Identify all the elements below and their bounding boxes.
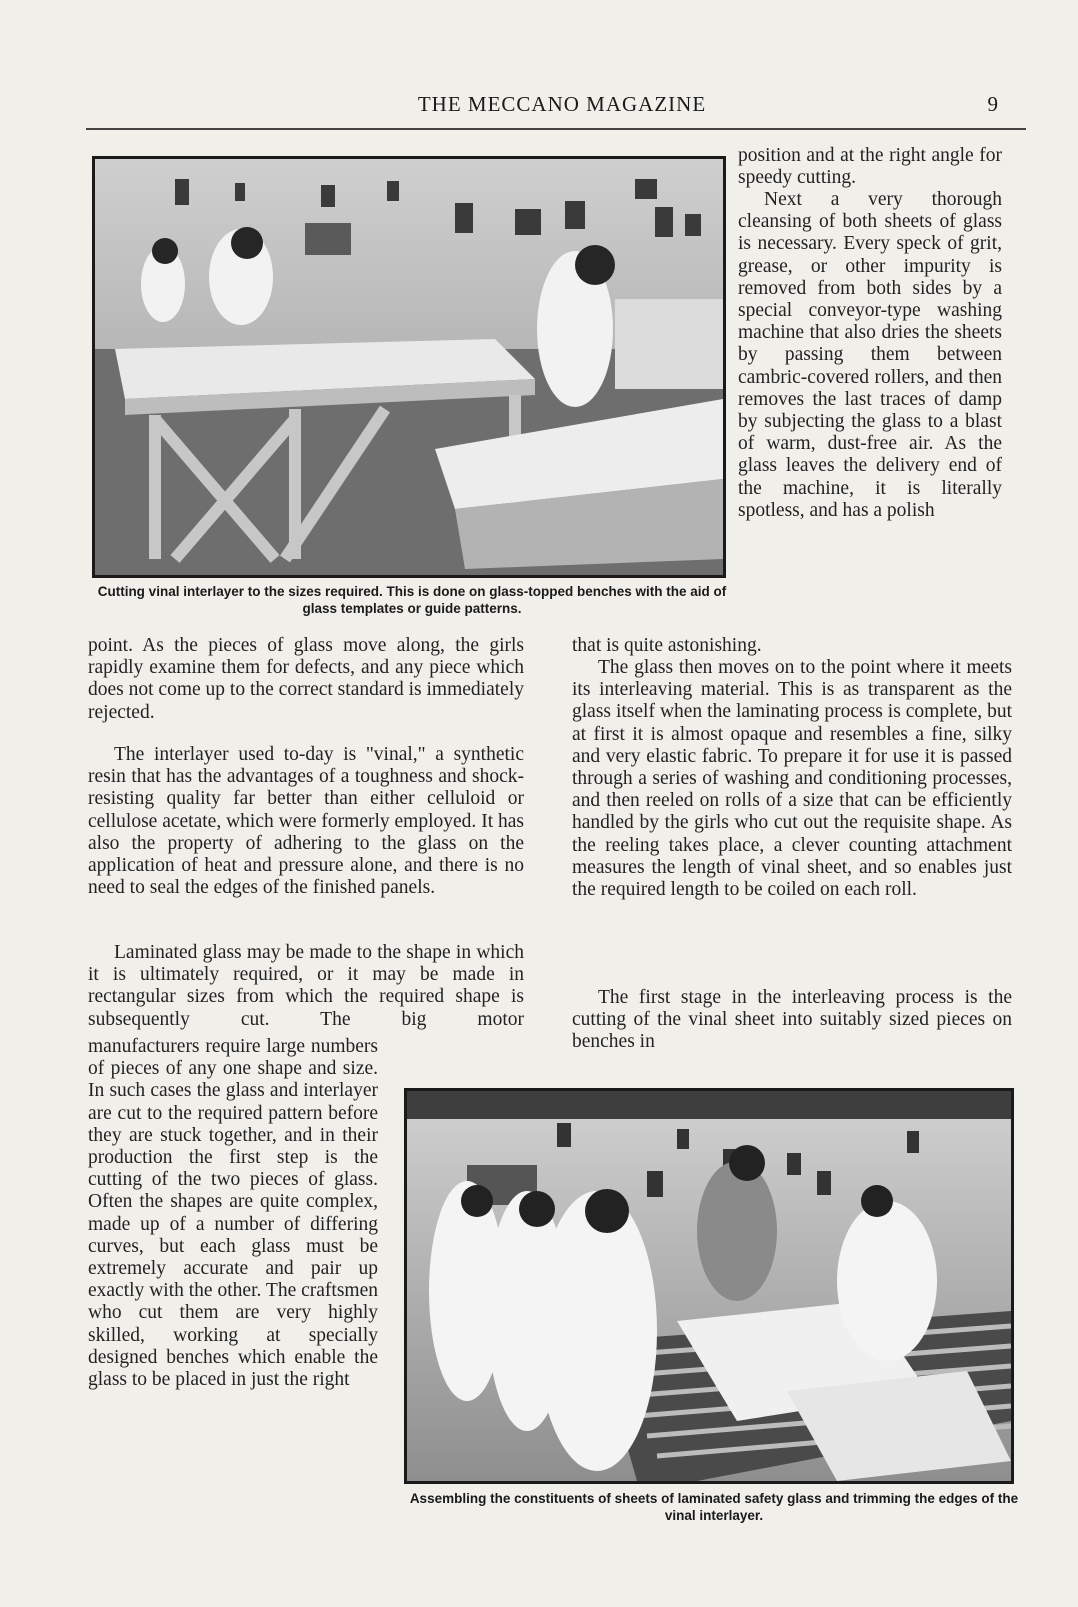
photograph-assembly-conveyor-icon	[407, 1091, 1011, 1481]
cutting-benches-photo	[92, 156, 726, 578]
page-header	[86, 92, 1026, 132]
right-column-paragraph: Next a very thorough cleansing of both sheets of glass is necessary. Every speck of grit, grease, or other impurity is removed from both sides by a special conveyor-type washing machine that also dries the sheets by passing them between cambric-covered rollers, and then removes the last traces of damp by subjecting the glass to a blast of warm, dust-free air. As the glass leaves the delivery end of the machine, it is literally spotless, and has a polish	[738, 189, 1002, 521]
magazine-title: THE MECCANO MAGAZINE	[417, 92, 707, 116]
right-column-paragraph: The glass then moves on to the point where it meets its interleaving material. This is as transparent as the glass itself when the laminating process is complete, but at first it is almost opaque and resembles a fine, silky and very elastic fabric. To prepare it for use it is passed through a series of washing and conditioning processes, and then reeled on rolls of a size that can be efficiently handled by the girls who cut out the requisite shape. As the reeling takes place, a clever counting attachment measures the length of vinal sheet, and so enables just the required length to be coiled on each roll.	[572, 657, 1012, 901]
page-number: 9	[987, 92, 998, 116]
assembly-conveyor-photo	[404, 1088, 1014, 1484]
right-column-paragraph: position and at the right angle for speedy cutting.	[738, 145, 1002, 189]
bottom-photo-caption: Assembling the constituents of sheets of laminated safety glass and trimming the edges of the vinal interlayer.	[409, 1491, 1019, 1523]
right-column-paragraph: The first stage in the interleaving process is the cutting of the vinal sheet into suitably sized pieces on benches in	[572, 987, 1012, 1053]
left-column-continuation: manufacturers require large numbers of pieces of any one shape and size. In such cases the glass and interlayer are cut to the required pattern before they are stuck together, and in their production the first step is the cutting of the two pieces of glass. Often the shapes are quite complex, made up of a number of differing curves, but each glass must be extremely accurate and pair up exactly with the other. The craftsmen who cut them are very highly skilled, working at specially designed benches which enable the glass to be placed in just the right	[88, 1036, 378, 1391]
right-column-paragraph: that is quite astonishing.	[572, 635, 762, 656]
photograph-cutting-benches-icon	[95, 159, 723, 575]
left-column-paragraph: point. As the pieces of glass move along, the girls rapidly examine them for defects, and any piece which does not come up to the correct standard is immediately rejected.	[88, 635, 524, 723]
header-rule	[86, 128, 1026, 130]
left-column-paragraph: Laminated glass may be made to the shape in which it is ultimately required, or it may be made in rectangular sizes from which the required shape is subsequently cut. The big motor	[88, 942, 524, 1030]
top-photo-caption: Cutting vinal interlayer to the sizes required. This is done on glass-topped benches with the aid of glass templates or guide patterns.	[97, 584, 727, 616]
left-column-paragraph: The interlayer used to-day is "vinal," a synthetic resin that has the advantages of a toughness and shock-resisting quality far better than either celluloid or cellulose acetate, which were formerly employed. It has also the property of adhering to the glass on the application of heat and pressure alone, and there is no need to seal the edges of the finished panels.	[88, 744, 524, 899]
